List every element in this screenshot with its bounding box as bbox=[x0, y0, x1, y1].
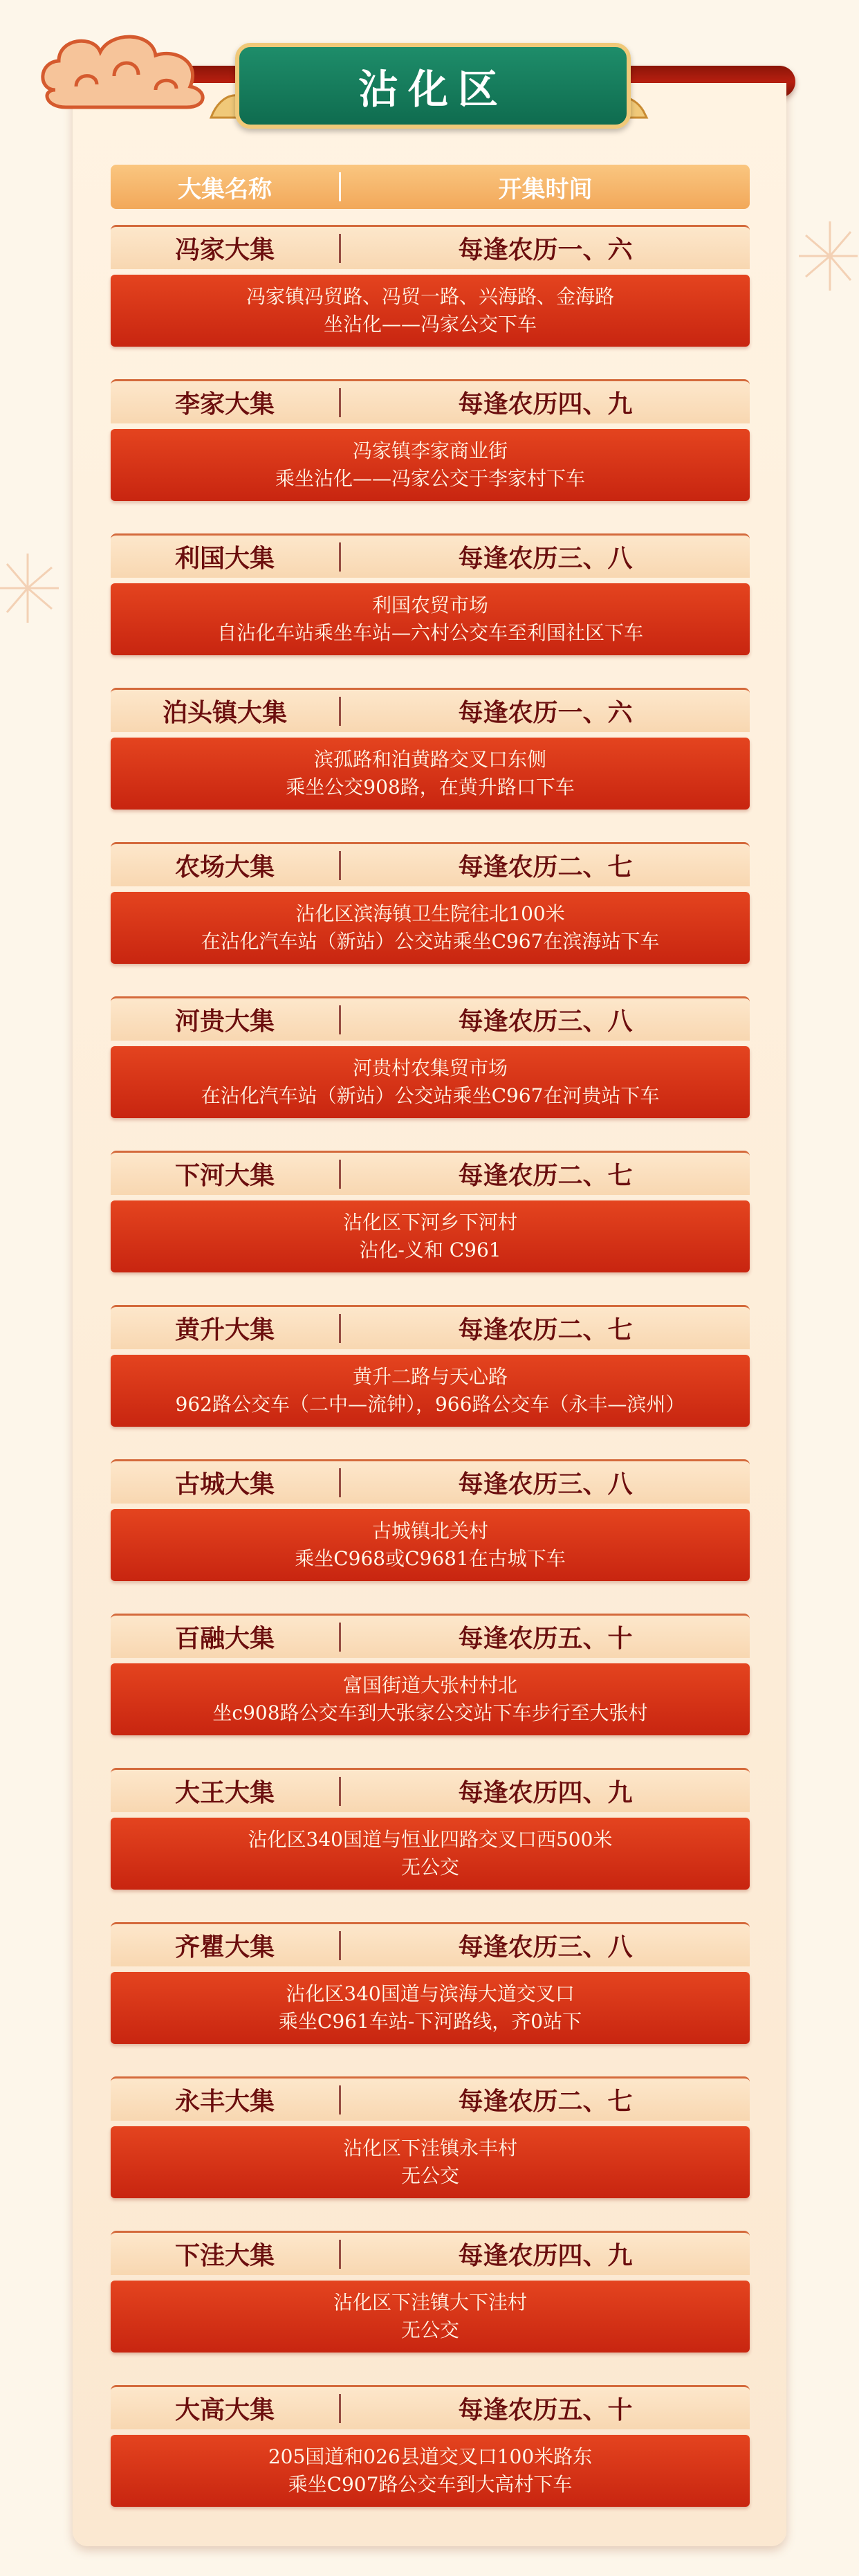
market-detail bbox=[111, 429, 750, 501]
market-transit: 962路公交车（二中—流钟），966路公交车（永丰—滨州） bbox=[175, 1393, 685, 1416]
market-transit: 无公交 bbox=[400, 2164, 459, 2187]
market-time: 每逢农历三、八 bbox=[458, 1470, 633, 1499]
market-transit: 乘坐C961车站-下河路线，齐0站下 bbox=[278, 2010, 582, 2033]
market-name: 李家大集 bbox=[174, 390, 275, 419]
market-transit: 乘坐公交908路，在黄升路口下车 bbox=[286, 776, 575, 798]
market-divider bbox=[339, 388, 341, 417]
market-name: 下洼大集 bbox=[174, 2242, 275, 2270]
market-detail bbox=[111, 1046, 750, 1118]
market-item bbox=[111, 2231, 750, 2353]
market-name: 黄升大集 bbox=[174, 1316, 275, 1344]
market-name: 永丰大集 bbox=[174, 2088, 275, 2116]
market-time: 每逢农历五、十 bbox=[458, 1625, 633, 1653]
market-location: 黄升二路与天心路 bbox=[352, 1365, 508, 1388]
market-transit: 乘坐C907路公交车到大高村下车 bbox=[288, 2473, 573, 2496]
market-item bbox=[111, 2385, 750, 2507]
market-header bbox=[111, 688, 750, 732]
market-transit: 乘坐沾化——冯家公交于李家村下车 bbox=[275, 467, 585, 490]
firework-icon bbox=[775, 208, 858, 304]
market-location: 富国街道大张村村北 bbox=[342, 1674, 517, 1697]
market-location: 沾化区下洼镇永丰村 bbox=[342, 2137, 517, 2159]
market-transit: 在沾化汽车站（新站）公交站乘坐C967在滨海站下车 bbox=[201, 930, 660, 953]
market-location: 沾化区340国道与恒业四路交叉口西500米 bbox=[248, 1828, 613, 1851]
market-time: 每逢农历二、七 bbox=[458, 1162, 633, 1190]
market-location: 冯家镇李家商业街 bbox=[352, 439, 508, 462]
market-time: 每逢农历一、六 bbox=[458, 236, 633, 264]
market-time: 每逢农历四、九 bbox=[458, 390, 633, 419]
market-divider bbox=[339, 697, 341, 726]
market-header bbox=[111, 996, 750, 1041]
market-name: 河贵大集 bbox=[174, 1007, 275, 1036]
market-header bbox=[111, 1614, 750, 1658]
market-transit: 在沾化汽车站（新站）公交站乘坐C967在河贵站下车 bbox=[201, 1084, 660, 1107]
market-divider bbox=[339, 1931, 341, 1960]
market-item bbox=[111, 533, 750, 655]
market-time: 每逢农历四、九 bbox=[458, 2242, 633, 2270]
market-header bbox=[111, 533, 750, 578]
market-detail bbox=[111, 1355, 750, 1427]
market-divider bbox=[339, 1777, 341, 1806]
market-divider bbox=[339, 851, 341, 880]
market-detail bbox=[111, 1818, 750, 1890]
market-item bbox=[111, 1151, 750, 1272]
market-detail bbox=[111, 583, 750, 655]
market-name: 大王大集 bbox=[174, 1779, 275, 1807]
header-time-label: 开集时间 bbox=[498, 175, 593, 203]
market-name: 百融大集 bbox=[174, 1625, 275, 1653]
market-name: 齐瞿大集 bbox=[174, 1933, 275, 1962]
market-divider bbox=[339, 1314, 341, 1343]
market-item bbox=[111, 996, 750, 1118]
market-item bbox=[111, 225, 750, 347]
market-location: 河贵村农集贸市场 bbox=[352, 1057, 508, 1079]
market-time: 每逢农历三、八 bbox=[458, 1007, 633, 1036]
market-divider bbox=[339, 542, 341, 572]
market-location: 沾化区滨海镇卫生院往北100米 bbox=[295, 902, 565, 925]
market-location: 冯家镇冯贸路、冯贸一路、兴海路、金海路 bbox=[246, 285, 614, 308]
market-transit: 无公交 bbox=[400, 1856, 459, 1879]
market-detail bbox=[111, 1200, 750, 1272]
market-location: 沾化区下洼镇大下洼村 bbox=[333, 2291, 527, 2314]
header-name-label: 大集名称 bbox=[178, 175, 272, 203]
market-transit: 沾化-义和 C961 bbox=[359, 1239, 501, 1261]
market-item bbox=[111, 1459, 750, 1581]
market-time: 每逢农历二、七 bbox=[458, 1316, 633, 1344]
market-detail bbox=[111, 2435, 750, 2507]
market-item bbox=[111, 688, 750, 810]
market-detail bbox=[111, 1972, 750, 2044]
market-time: 每逢农历二、七 bbox=[458, 853, 633, 881]
market-header bbox=[111, 1922, 750, 1966]
market-location: 滨孤路和泊黄路交叉口东侧 bbox=[313, 748, 546, 771]
market-name: 下河大集 bbox=[174, 1162, 275, 1190]
market-name: 冯家大集 bbox=[174, 236, 275, 264]
market-name: 利国大集 bbox=[174, 545, 275, 573]
market-header bbox=[111, 1151, 750, 1195]
market-transit: 无公交 bbox=[400, 2319, 459, 2341]
market-item bbox=[111, 1922, 750, 2044]
market-detail bbox=[111, 2126, 750, 2198]
market-item bbox=[111, 379, 750, 501]
market-detail bbox=[111, 2281, 750, 2353]
market-transit: 自沾化车站乘坐车站—六村公交车至利国社区下车 bbox=[216, 621, 643, 644]
market-time: 每逢农历三、八 bbox=[458, 545, 633, 573]
market-time: 每逢农历三、八 bbox=[458, 1933, 633, 1962]
market-detail bbox=[111, 275, 750, 347]
market-divider bbox=[339, 2085, 341, 2114]
auspicious-cloud-icon bbox=[35, 21, 228, 118]
market-time: 每逢农历五、十 bbox=[458, 2396, 633, 2424]
market-divider bbox=[339, 2240, 341, 2269]
market-transit: 坐c908路公交车到大张家公交站下车步行至大张村 bbox=[212, 1701, 648, 1724]
market-detail bbox=[111, 738, 750, 810]
market-divider bbox=[339, 1623, 341, 1652]
market-header bbox=[111, 1768, 750, 1812]
market-name: 古城大集 bbox=[174, 1470, 275, 1499]
market-divider bbox=[339, 234, 341, 263]
market-item bbox=[111, 2076, 750, 2198]
market-header bbox=[111, 2385, 750, 2429]
market-location: 205国道和026县道交叉口100米路东 bbox=[268, 2445, 593, 2468]
market-location: 沾化区340国道与滨海大道交叉口 bbox=[286, 1982, 575, 2005]
market-header bbox=[111, 2231, 750, 2275]
market-header bbox=[111, 842, 750, 886]
market-item bbox=[111, 1614, 750, 1735]
market-divider bbox=[339, 2394, 341, 2423]
table-header bbox=[111, 165, 750, 209]
market-location: 沾化区下河乡下河村 bbox=[342, 1211, 517, 1234]
market-detail bbox=[111, 1663, 750, 1735]
market-item bbox=[111, 1768, 750, 1890]
market-time: 每逢农历一、六 bbox=[458, 699, 633, 727]
market-divider bbox=[339, 1160, 341, 1189]
market-transit: 坐沾化——冯家公交下车 bbox=[323, 313, 537, 336]
market-item bbox=[111, 842, 750, 964]
market-divider bbox=[339, 1468, 341, 1497]
market-location: 利国农贸市场 bbox=[371, 594, 488, 616]
market-header bbox=[111, 2076, 750, 2121]
market-location: 古城镇北关村 bbox=[371, 1519, 488, 1542]
market-name: 大高大集 bbox=[174, 2396, 275, 2424]
market-name: 泊头镇大集 bbox=[162, 699, 287, 727]
market-header bbox=[111, 1305, 750, 1349]
firework-icon bbox=[0, 540, 76, 637]
market-header bbox=[111, 379, 750, 423]
title-plaque bbox=[235, 43, 631, 129]
market-header bbox=[111, 225, 750, 269]
market-transit: 乘坐C968或C9681在古城下车 bbox=[295, 1547, 566, 1570]
market-detail bbox=[111, 1509, 750, 1581]
market-detail bbox=[111, 892, 750, 964]
market-time: 每逢农历二、七 bbox=[458, 2088, 633, 2116]
market-time: 每逢农历四、九 bbox=[458, 1779, 633, 1807]
market-item bbox=[111, 1305, 750, 1427]
market-header bbox=[111, 1459, 750, 1504]
market-name: 农场大集 bbox=[174, 853, 275, 881]
district-title: 沾化区 bbox=[358, 66, 508, 113]
header-divider bbox=[339, 172, 341, 201]
market-divider bbox=[339, 1005, 341, 1034]
